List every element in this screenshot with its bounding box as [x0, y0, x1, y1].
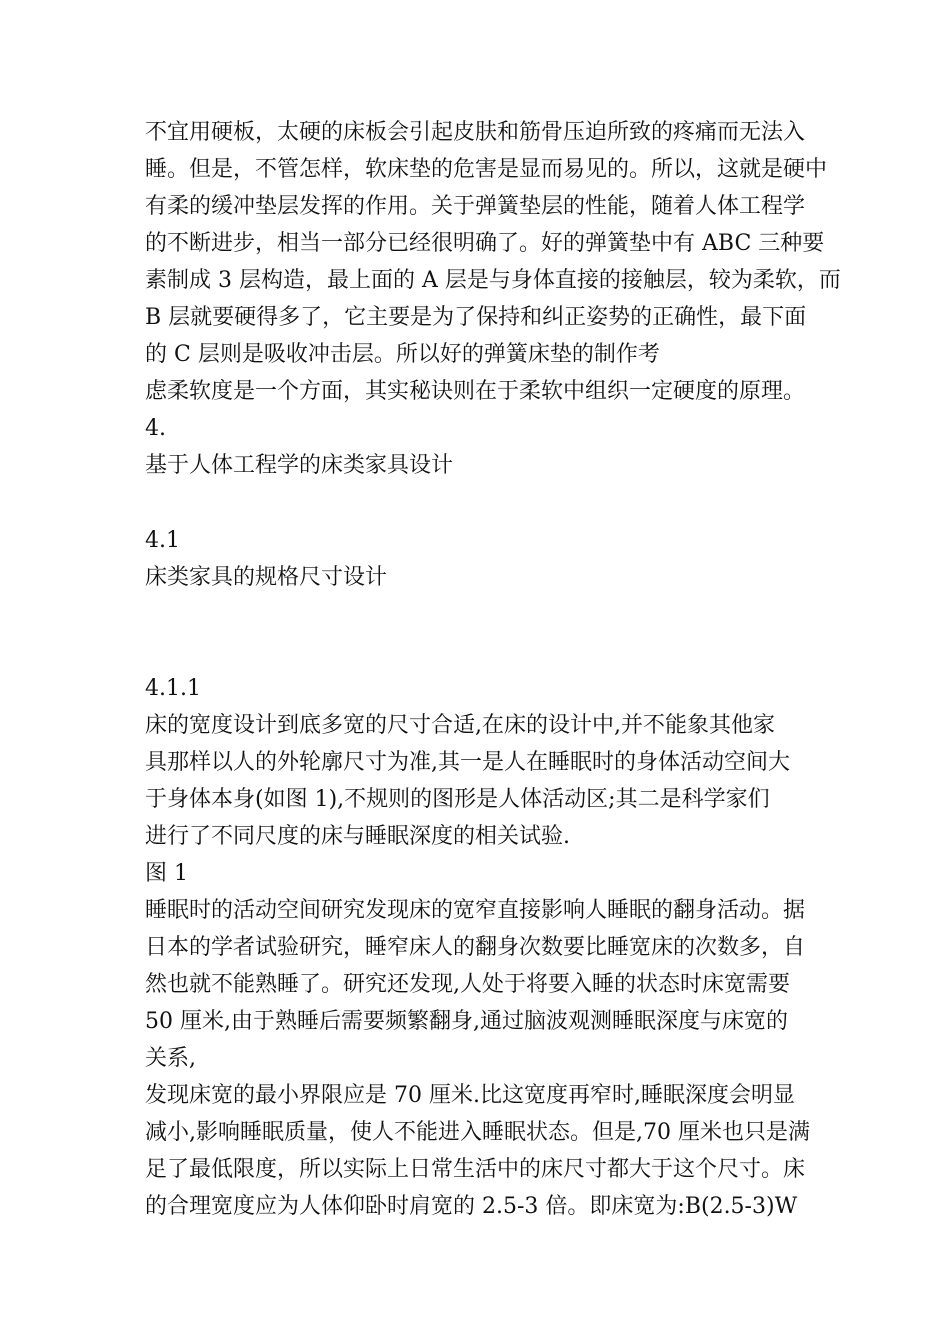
subsubsection-number: 4.1.1: [145, 676, 201, 701]
paragraph-line: 进行了不同尺度的床与睡眠深度的相关试验.: [145, 824, 570, 849]
paragraph-line: 关系,: [145, 1046, 196, 1071]
paragraph-line: 于身体本身(如图 1),不规则的图形是人体活动区;其二是科学家们: [145, 787, 770, 812]
paragraph-line: 不宜用硬板，太硬的床板会引起皮肤和筋骨压迫所致的疼痛而无法入: [145, 120, 806, 145]
paragraph-line: 睡眠时的活动空间研究发现床的宽窄直接影响人睡眠的翻身活动。据: [145, 898, 806, 923]
paragraph-line: 床的宽度设计到底多宽的尺寸合适,在床的设计中,并不能象其他家: [145, 713, 775, 738]
figure-caption: 图 1: [145, 861, 188, 886]
subsection-number: 4.1: [145, 528, 180, 553]
subsection-title: 床类家具的规格尺寸设计: [145, 565, 388, 590]
paragraph-line: 的合理宽度应为人体仰卧时肩宽的 2.5-3 倍。即床宽为:B(2.5-3)W: [145, 1194, 798, 1219]
paragraph-line: 足了最低限度，所以实际上日常生活中的床尺寸都大于这个尺寸。床: [145, 1157, 806, 1182]
paragraph-line: B 层就要硬得多了，它主要是为了保持和纠正姿势的正确性，最下面: [145, 305, 807, 330]
paragraph-line: 50 厘米,由于熟睡后需要频繁翻身,通过脑波观测睡眠深度与床宽的: [145, 1009, 788, 1034]
paragraph-line: 日本的学者试验研究，睡窄床人的翻身次数要比睡宽床的次数多，自: [145, 935, 806, 960]
paragraph-line: 发现床宽的最小界限应是 70 厘米.比这宽度再窄时,睡眠深度会明显: [145, 1083, 795, 1108]
paragraph-line: 的 C 层则是吸收冲击层。所以好的弹簧床垫的制作考: [145, 342, 660, 367]
paragraph-line: 虑柔软度是一个方面，其实秘诀则在于柔软中组织一定硬度的原理。: [145, 379, 806, 404]
paragraph-line: 素制成 3 层构造，最上面的 A 层是与身体直接的接触层，较为柔软，而: [145, 268, 841, 293]
paragraph-line: 减小,影响睡眠质量，使人不能进入睡眠状态。但是,70 厘米也只是满: [145, 1120, 810, 1145]
section-title: 基于人体工程学的床类家具设计: [145, 453, 454, 478]
paragraph-line: 的不断进步，相当一部分已经很明确了。好的弹簧垫中有 ABC 三种要: [145, 231, 825, 256]
paragraph-line: 具那样以人的外轮廓尺寸为准,其一是人在睡眠时的身体活动空间大: [145, 750, 790, 775]
paragraph-line: 睡。但是，不管怎样，软床垫的危害是显而易见的。所以，这就是硬中: [145, 157, 828, 182]
section-number: 4.: [145, 416, 166, 441]
paragraph-line: 有柔的缓冲垫层发挥的作用。关于弹簧垫层的性能，随着人体工程学: [145, 194, 806, 219]
paragraph-line: 然也就不能熟睡了。研究还发现,人处于将要入睡的状态时床宽需要: [145, 972, 790, 997]
